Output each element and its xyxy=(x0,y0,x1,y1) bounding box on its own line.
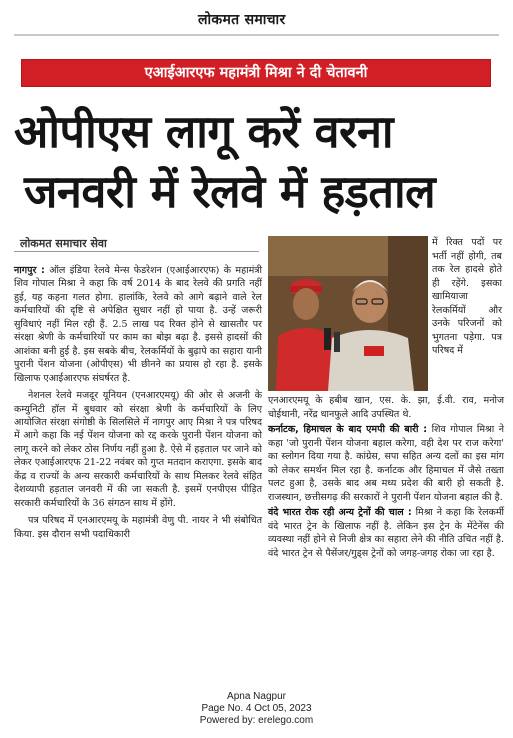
paragraph xyxy=(268,423,504,504)
brand-name: लोकमत समाचार xyxy=(198,12,286,28)
kicker-banner: एआईआरएफ महामंत्री मिश्रा ने दी चेतावनी xyxy=(22,60,490,86)
subheading: कर्नाटक, हिमाचल के बाद एमपी की बारी : xyxy=(268,424,428,435)
footer-powered: Powered by: erelego.com xyxy=(199,715,314,726)
paragraph: पत्र परिषद में एनआरएमयू के महामंत्री वेणु पी. नायर ने भी संबोधित किया. इस दौरान सभी पदाधिकारी xyxy=(14,515,262,540)
masthead xyxy=(0,0,513,40)
paragraph-text: ऑल इंडिया रेलवे मेन्स फेडरेशन (एआईआरएफ) के महामंत्री शिव गोपाल मिश्रा ने कहा कि वर्ष 2014 के बाद रेलवे की प्रगति नहीं हुई, यह कहना गलत होगा. हालांकि, रेलवे को आगे बढ़ाने वाले रेल कर्मचारियों की दृष्टि से अपेक्षित सुधार नहीं हो पाया है. उन्हें जरूरी सुविधाएं नहीं मिल रही हैं. 2.5 लाख पद रिक्त होने से खासतौर पर संरक्षा श्रेणी के कर्मचारियों पर काम का बोझ बढ़ा है. इससे हादसों की आशंका बनी हुई है. इस सबके बीच, रेलकर्मियों के बुढ़ापे का सहारा यानी पुरानी पेंशन योजना (ओपीएस) भी छीनने का प्रयास हो रहा है. इसके खिलाफ एआईआरएफ संघर्षरत है. xyxy=(14,265,262,384)
footer-page: Page No. 4 Oct 05, 2023 xyxy=(201,703,312,714)
paragraph xyxy=(268,506,504,560)
news-photo xyxy=(268,236,428,391)
right-column xyxy=(268,394,504,562)
byline: लोकमत समाचार सेवा xyxy=(20,237,107,250)
photo-two-men-speaking-icon xyxy=(268,236,428,391)
paragraph xyxy=(14,264,262,385)
right-narrow-column: में रिक्त पदों पर भर्ती नहीं होगी, तब तक रेल हादसे होते ही रहेंगे. इसका खामियाजा रेलकर्मियों और उनके परिजनों को भुगतना पड़ेगा. पत्र परिषद में xyxy=(432,237,502,356)
paragraph: एनआरएमयू के हबीब खान, एस. के. झा, ई.वी. राव, मनोज चोईथानी, नरेंद्र धानफुले आदि उपस्थित थे. xyxy=(268,395,504,420)
left-column xyxy=(14,264,262,545)
paragraph-text: शिव गोपाल मिश्रा ने कहा 'जो पुरानी पेंशन योजना बहाल करेगा, वही देश पर राज करेगा' का स्लोगन दिया गया है. कांग्रेस, सपा सहित अन्य दलों का इस मांग को लेकर समर्थन मिल रहा है. कर्नाटक और हिमाचल में जैसे तख्ता पलट हुआ है, उसके बाद अब मध्य प्रदेश की बारी हो सकती है. राजस्थान, छत्तीसगढ़ की सरकारों ने पुरानी पेंशन योजना बहाल की है. xyxy=(268,424,504,503)
masthead-rule xyxy=(14,34,499,36)
headline-line-1: ओपीएस लागू करें वरना xyxy=(14,105,394,158)
headline-line-2: जनवरी में रेलवे में हड़ताल xyxy=(24,165,436,218)
paragraph-text: मिश्रा ने कहा कि रेलकर्मी वंदे भारत ट्रेन के खिलाफ नहीं है. लेकिन इस ट्रेन के मेंटेनेंस की व्यवस्था नहीं होने से निजी क्षेत्र का सहारा लेने की नीति उचित नहीं है. वंदे भारत ट्रेन से पैसेंजर/गुड्स ट्रेनों को जगह-जगह रोका जा रहा है. xyxy=(268,507,504,559)
footer-edition: Apna Nagpur xyxy=(227,691,286,702)
paragraph: नेशनल रेलवे मजदूर यूनियन (एनआरएमयू) की ओर से अजनी के कम्युनिटी हॉल में बुधवार को संरक्षा श्रेणी के कर्मचारियों के लिए आयोजित संरक्षा संगोष्ठी के सिलसिले में नागपुर आए मिश्रा ने पत्र परिषद में आगे कहा कि नई पेंशन योजना को रद्द करके पुरानी पेंशन योजना को लागू करने को लेकर ठोस निर्णय नहीं हुआ है. ऐसे में हड़ताल पर जाने को लेकर एआईआरएफ 21-22 नवंबर को गुप्त मतदान कराएगा. इसके बाद केंद्र व राज्यों के अन्य सरकारी कर्मचारियों के साथ मिलकर रेलवे संहित देशव्यापी हड़ताल जनवरी में की जा सकती है. इसमें एनपीएस पीड़ित सरकारी कर्मचारियों के 36 संगठन साथ में होंगे. xyxy=(14,390,262,509)
subheading: वंदे भारत रोक रही अन्य ट्रेनों की चाल : xyxy=(268,507,412,518)
dateline: नागपुर : xyxy=(14,265,45,276)
page-footer xyxy=(0,691,513,727)
byline-rule xyxy=(14,251,259,252)
